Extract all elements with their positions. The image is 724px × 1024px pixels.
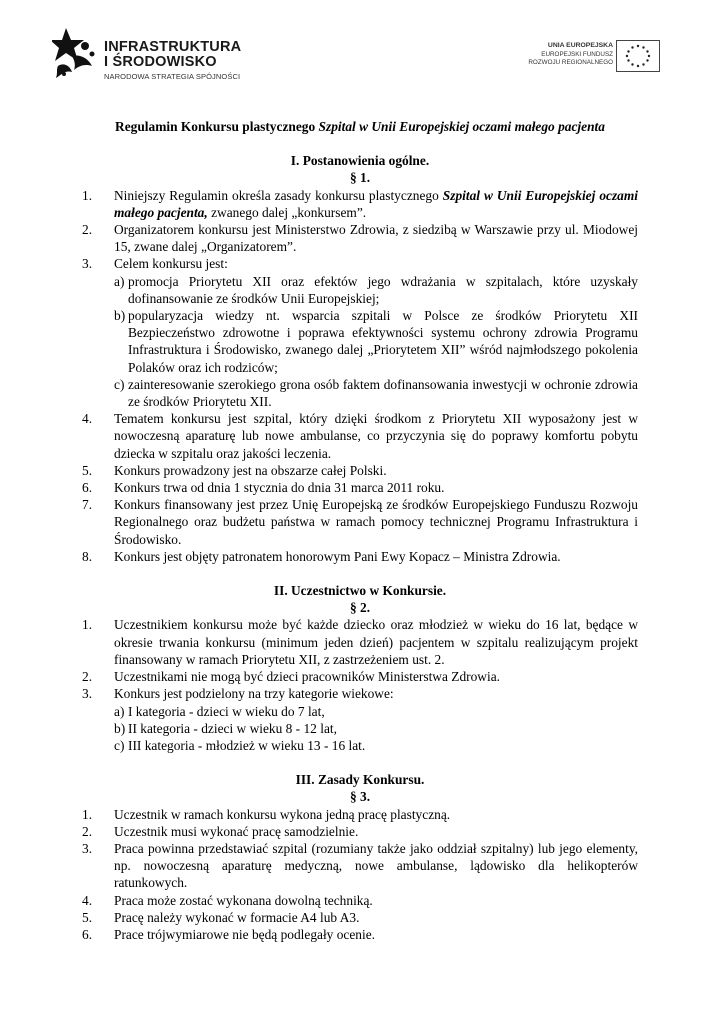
list-item <box>82 462 638 479</box>
sub-letter: b) <box>114 720 126 736</box>
list-item <box>82 221 638 255</box>
item-number: 6. <box>82 480 93 496</box>
item-text: Konkurs trwa od dnia 1 stycznia do dnia 31 marca 2011 roku. <box>114 480 445 496</box>
list-item <box>82 668 638 685</box>
title-plain: Regulamin Konkursu plastycznego <box>115 119 319 134</box>
list-item <box>82 840 638 892</box>
item-text: Prace trójwymiarowe nie będą podlegały ocenie. <box>114 926 376 942</box>
list-item <box>82 823 638 840</box>
list-item <box>82 806 638 823</box>
eu-line-3: ROZWOJU REGIONALNEGO <box>528 59 613 66</box>
eu-line-1: UNIA EUROPEJSKA <box>547 42 613 49</box>
section-heading: I. Postanowienia ogólne. <box>290 153 430 169</box>
item-number: 4. <box>82 411 93 427</box>
list-item <box>82 926 638 943</box>
item-text: Uczestnikami nie mogą być dzieci pracowników Ministerstwa Zdrowia. <box>114 669 500 685</box>
list-item <box>82 496 638 548</box>
item-text: Celem konkursu jest: <box>114 256 228 272</box>
eu-line-2: EUROPEJSKI FUNDUSZ <box>541 51 613 58</box>
paragraph-mark: § 1. <box>349 170 371 186</box>
item-text: Konkurs jest objęty patronatem honorowym Pani Ewy Kopacz – Ministra Zdrowia. <box>114 548 561 564</box>
sub-letter: a) <box>114 703 125 719</box>
list-item <box>82 255 638 410</box>
item-number: 6. <box>82 926 93 942</box>
item-text: Pracę należy wykonać w formacie A4 lub A3. <box>114 909 360 925</box>
item-text: Organizatorem konkursu jest Ministerstwo Zdrowia, z siedzibą w Warszawie przy ul. Miodowej 15, zwane dalej „Organizatorem”. <box>114 222 638 255</box>
sub-text: popularyzacja wiedzy nt. wsparcia szpitali w Polsce ze środków Priorytetu XII Bezpieczeństwo zdrowotne i poprawa efektywności systemu ochrony zdrowia Programu Infrastruktura i Środowisko, zwanego dalej „Priorytetem XII” wśród najmłodszego pokolenia Polaków oraz ich rodziców; <box>128 308 638 375</box>
item-number: 1. <box>82 617 93 633</box>
list-item <box>82 410 638 462</box>
sub-text: I kategoria - dzieci w wieku do 7 lat, <box>128 703 325 719</box>
spacer <box>82 565 638 582</box>
item-number: 2. <box>82 823 93 839</box>
sub-item <box>114 720 638 737</box>
sub-list <box>114 703 638 755</box>
sub-item <box>114 703 638 720</box>
item-text: Uczestnik musi wykonać pracę samodzielnie. <box>114 823 359 839</box>
list-item <box>82 479 638 496</box>
item-number: 1. <box>82 187 93 203</box>
item-text: Praca może zostać wykonana dowolną techniką. <box>114 892 373 908</box>
section-list <box>82 616 638 754</box>
item-number: 3. <box>82 686 93 702</box>
sub-letter: b) <box>114 308 126 324</box>
sub-item <box>114 737 638 754</box>
logo-line-2: I ŚRODOWISKO <box>104 54 217 70</box>
sub-item <box>114 307 638 376</box>
list-item <box>82 616 638 668</box>
logo-line-1: INFRASTRUKTURA <box>104 39 242 55</box>
section-list <box>82 187 638 565</box>
page-header <box>0 0 724 100</box>
item-number: 1. <box>82 806 93 822</box>
title-italic: Szpital w Unii Europejskiej oczami małego pacjenta <box>318 119 605 134</box>
item-number: 3. <box>82 840 93 856</box>
sub-letter: a) <box>114 273 125 289</box>
item-number: 5. <box>82 909 93 925</box>
document-body <box>82 118 638 943</box>
item-number: 7. <box>82 497 93 513</box>
item-text: Konkurs prowadzony jest na obszarze całej Polski. <box>114 462 387 478</box>
list-item <box>82 548 638 565</box>
sub-list <box>114 273 638 411</box>
item-text: Praca powinna przedstawiać szpital (rozumiany także jako oddział szpitalny) lub jego elementy, np. nowoczesną aparaturę medyczną, nowe ambulanse, lądowisko dla helikopterów ratunkowych. <box>114 840 638 891</box>
item-number: 2. <box>82 669 93 685</box>
item-number: 4. <box>82 892 93 908</box>
list-item <box>82 909 638 926</box>
section-heading: III. Zasady Konkursu. <box>295 772 425 788</box>
logo-line-3: NARODOWA STRATEGIA SPÓJNOŚCI <box>104 72 241 81</box>
sub-text: II kategoria - dzieci w wieku 8 - 12 lat, <box>128 720 337 736</box>
list-item <box>82 685 638 754</box>
spacer <box>82 754 638 771</box>
list-item <box>82 892 638 909</box>
sub-item <box>114 376 638 410</box>
infrastruktura-logo <box>52 26 262 88</box>
section-list <box>82 806 638 944</box>
eu-flag-icon <box>616 40 660 72</box>
sub-item <box>114 273 638 307</box>
sub-letter: c) <box>114 737 125 753</box>
item-number: 5. <box>82 462 93 478</box>
list-item <box>82 187 638 221</box>
item-emphasis: Szpital w Unii Europejskiej oczami małego pacjenta, <box>114 187 638 220</box>
sub-text: promocja Priorytetu XII oraz efektów jego wdrażania w szpitalach, które uzyskały dofinansowanie ze środków Unii Europejskiej; <box>128 273 638 306</box>
item-number: 2. <box>82 222 93 238</box>
eu-logo <box>505 38 675 78</box>
item-text: Uczestnikiem konkursu może być każde dziecko oraz młodzież w wieku do 16 lat, będące w okresie trwania konkursu (minimum jeden dzień) pacjentem w szpitalu realizującym projekt finansowany w ramach Priorytetu XII, z zastrzeżeniem ust. 2. <box>114 617 638 667</box>
item-number: 8. <box>82 548 93 564</box>
paragraph-mark: § 3. <box>349 789 371 805</box>
item-text-post: zwanego dalej „konkursem”. <box>207 204 367 220</box>
item-text: Niniejszy Regulamin określa zasady konkursu plastycznego <box>114 187 443 203</box>
star-figure-logo-icon <box>52 26 100 82</box>
item-text: Tematem konkursu jest szpital, który dzięki środkom z Priorytetu XII wyposażony jest w nowoczesną aparaturę lub nowe ambulanse, co przyczynia się do poprawy komfortu pobytu dziecka w szpitalu oraz jakości leczenia. <box>114 411 638 461</box>
item-text: Uczestnik w ramach konkursu wykona jedną pracę plastyczną. <box>114 806 451 822</box>
sub-letter: c) <box>114 376 125 392</box>
item-text: Konkurs finansowany jest przez Unię Europejską ze środków Europejskiego Funduszu Rozwoju Regionalnego oraz budżetu państwa w ramach pomocy technicznej Programu Infrastruktura i Środowisko. <box>114 497 638 547</box>
item-number: 3. <box>82 256 93 272</box>
section-heading: II. Uczestnictwo w Konkursie. <box>273 583 447 599</box>
sub-text: zainteresowanie szerokiego grona osób faktem dofinansowania inwestycji w ochronie zdrowia ze środków Priorytetu XII. <box>128 376 638 410</box>
paragraph-mark: § 2. <box>349 600 371 616</box>
sub-text: III kategoria - młodzież w wieku 13 - 16 lat. <box>128 737 366 753</box>
document-title <box>82 118 638 135</box>
item-text: Konkurs jest podzielony na trzy kategorie wiekowe: <box>114 686 394 702</box>
